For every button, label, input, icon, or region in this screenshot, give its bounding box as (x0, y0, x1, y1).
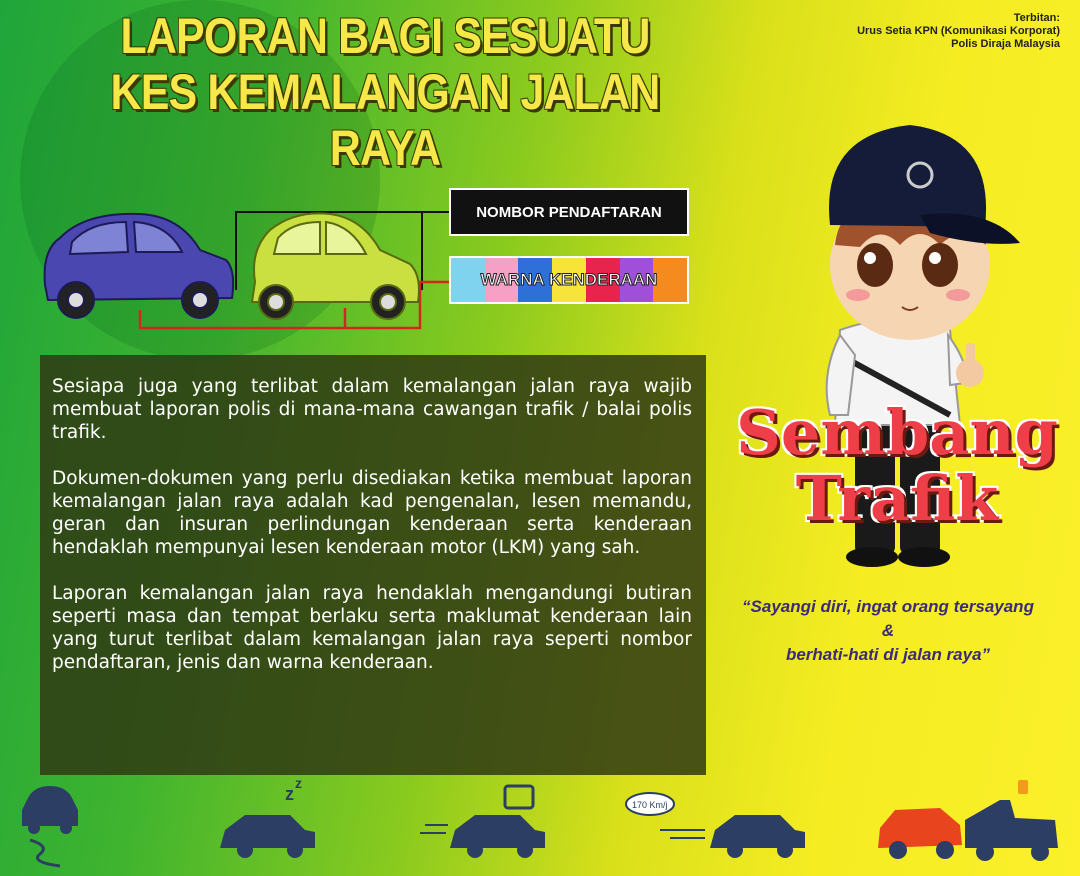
info-panel (40, 355, 706, 775)
info-paragraph-2: Dokumen-dokumen yang perlu disediakan ketika membuat laporan kemalangan jalan raya adalah kad pengenalan, lesen memandu, geran dan insuran perlindungan kenderaan serta kenderaan hendaklah mempunyai lesen kenderaan motor (LKM) yang sah. (52, 468, 692, 558)
info-paragraph-3: Laporan kemalangan jalan raya hendaklah mengandungi butiran seperti masa dan tempat berlaku serta maklumat kenderaan lain yang turut terlibat dalam kemalangan jalan raya seperti nombor pendaftaran, jenis dan warna kenderaan. (52, 583, 692, 673)
slogan-line-1: “Sayangi diri, ingat orang tersayang (742, 597, 1034, 616)
publisher-credit (857, 12, 1060, 51)
phone-driving-car-icon (420, 786, 545, 858)
tow-truck-icon (878, 780, 1058, 861)
svg-text:z: z (295, 775, 302, 791)
info-paragraph-1: Sesiapa juga yang terlibat dalam kemalangan jalan raya wajib membuat laporan polis di mana-mana cawangan trafik / balai polis trafik. (52, 376, 692, 443)
title-line-3: RAYA (329, 120, 441, 176)
publisher-unit: Urus Setia KPN (Komunikasi Korporat) (857, 25, 1060, 37)
slogan-line-2: & (881, 621, 895, 640)
brand-line-2: Trafik (795, 462, 999, 535)
speed-sign-text: 170 Km/j (632, 800, 668, 810)
skidding-car-icon (22, 786, 78, 866)
siren-light-icon (1018, 780, 1028, 794)
page-title (106, 8, 665, 176)
brand-line-1: Sembang (736, 396, 1058, 469)
green-car (252, 213, 419, 319)
title-line-2: KES KEMALANGAN JALAN (110, 64, 660, 120)
title-line-1: LAPORAN BAGI SESUATU (120, 8, 650, 64)
slogan (708, 595, 1068, 667)
vehicle-colour-text: WARNA KENDERAAN (480, 270, 658, 289)
svg-text:z: z (285, 784, 294, 804)
speeding-car-icon (626, 793, 805, 858)
bottom-icon-strip (0, 770, 1080, 876)
crashed-cars-illustration (30, 190, 450, 340)
brand-logo (712, 396, 1080, 535)
blue-car (45, 214, 234, 318)
vehicle-colour-label (449, 256, 689, 304)
publisher-label: Terbitan: (1013, 12, 1060, 24)
plate-number-label: NOMBOR PENDAFTARAN (449, 188, 689, 236)
publisher-org: Polis Diraja Malaysia (951, 38, 1060, 50)
drowsy-driver-car-icon (220, 775, 315, 858)
slogan-line-3: berhati-hati di jalan raya” (785, 645, 991, 664)
